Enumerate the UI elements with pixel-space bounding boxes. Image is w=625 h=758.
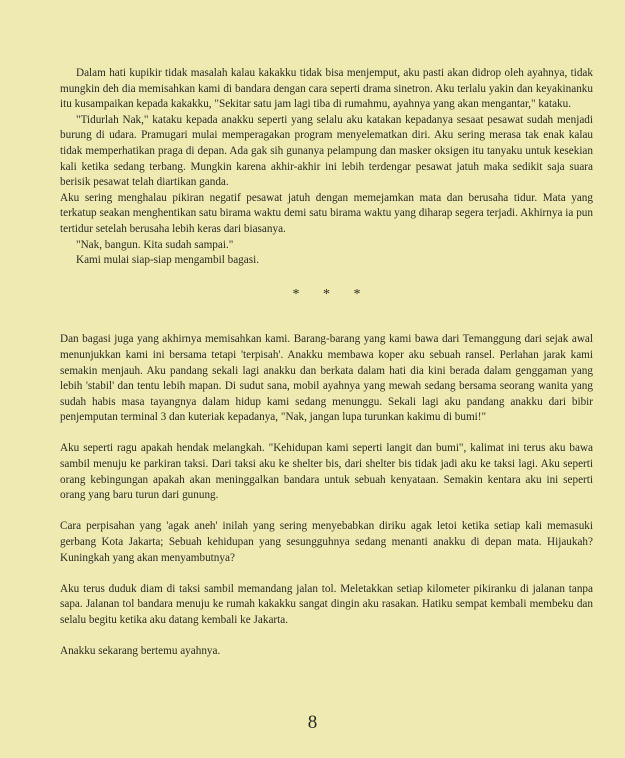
paragraph-gap — [60, 566, 593, 582]
page-number: 8 — [307, 712, 318, 733]
paragraph: "Tidurlah Nak," kataku kepada anakku seperti yang selalu aku katakan kepadanya sesaat pesawat sudah menjadi burung di udara. Pramugari mulai memperagakan program menyelematkan diri. Aku sering merasa tak enak kalau tidak memperhatikan praga di depan. Ada gak sih gunanya pelampung dan masker oksigen itu tanyaku untuk kesekian kali ketika sedang terbang. Mungkin karena akhir-akhir ini lebih terdengar pesawat jatuh maka sedikit saja suara berisik pesawat telah diartikan ganda. — [60, 113, 593, 189]
paragraph: Kami mulai siap-siap mengambil bagasi. — [76, 254, 259, 267]
paragraph: Dalam hati kupikir tidak masalah kalau kakakku tidak bisa menjemput, aku pasti akan didrop oleh ayahnya, tidak mungkin deh dia memisahkan kami di bandara dengan cara seperti drama sinetron. Aku terlalu yakin dan keyakinanku itu kusampaikan kepada kakakku, "Sekitar satu jam lagi tiba di rumahmu, ayahnya yang akan mengantar," kataku. — [60, 67, 593, 111]
paragraph: Dan bagasi juga yang akhirnya memisahkan kami. Barang-barang yang kami bawa dari Temanggung dari sejak awal menunjukkan kami ini bersama tetapi 'terpisah'. Anakku membawa koper aku sebuah ransel. Perlahan jarak kami semakin menjauh. Aku pandang sekali lagi anakku dan berkata dalam hati dia kini berada dalam genggaman yang lebih 'stabil' dan tentu lebih mapan. Di sudut sana, mobil ayahnya yang mewah sedang bersama seorang wanita yang sudah habis masa tayangnya dalam hidup kami sedang menunggu. Sekali lagi aku pandang anakku dari bibir penjemputan terminal 3 dan kuteriak kepadanya, "Nak, jangan lupa turunkan kakimu di bumi!" — [60, 333, 593, 424]
paragraph-gap — [60, 426, 593, 442]
paragraph: Aku sering menghalau pikiran negatif pesawat jatuh dengan memejamkan mata dan berusaha tidur. Mata yang terkatup seakan menghentikan satu birama waktu demi satu birama waktu yang diharap segera terjadi. Akhirnya ia pun tertidur setelah berusaha lebih keras dari biasanya. — [60, 191, 593, 235]
dialogue-line: "Nak, bangun. Kita sudah sampai." — [76, 238, 234, 251]
paragraph: Aku seperti ragu apakah hendak melangkah. "Kehidupan kami seperti langit dan bumi", kalimat ini terus aku bawa sambil menuju ke parkiran taksi. Dari taksi aku ke shelter bis, dari shelter bis tidak jadi aku ke taksi lagi. Aku seperti orang kebingungan apakah akan meninggalkan bandara untuk sebuah kenyataan. Semakin kentara aku ini seperti orang yang baru turun dari gunung. — [60, 442, 593, 502]
section-separator: * * * — [292, 286, 371, 302]
page-body — [60, 66, 593, 660]
paragraph-gap — [60, 504, 593, 520]
paragraph: Anakku sekarang bertemu ayahnya. — [60, 645, 221, 658]
paragraph: Aku terus duduk diam di taksi sambil memandang jalan tol. Meletakkan setiap kilometer pikiranku di jalanan tanpa sapa. Jalanan tol bandara menuju ke rumah kakakku sangat dingin aku rasakan. Hatiku sempat kembali membeku dan selalu begitu ketika aku datang kembali ke Jakarta. — [60, 582, 593, 626]
paragraph-gap — [60, 629, 593, 645]
paragraph: Cara perpisahan yang 'agak aneh' inilah yang sering menyebabkan diriku agak letoi ketika setiap kali memasuki gerbang Kota Jakarta; Sebuah kehidupan yang sesungguhnya sedang menanti anakku di depan mata. Hijaukah? Kuningkah yang akan menyambutnya? — [60, 520, 593, 564]
